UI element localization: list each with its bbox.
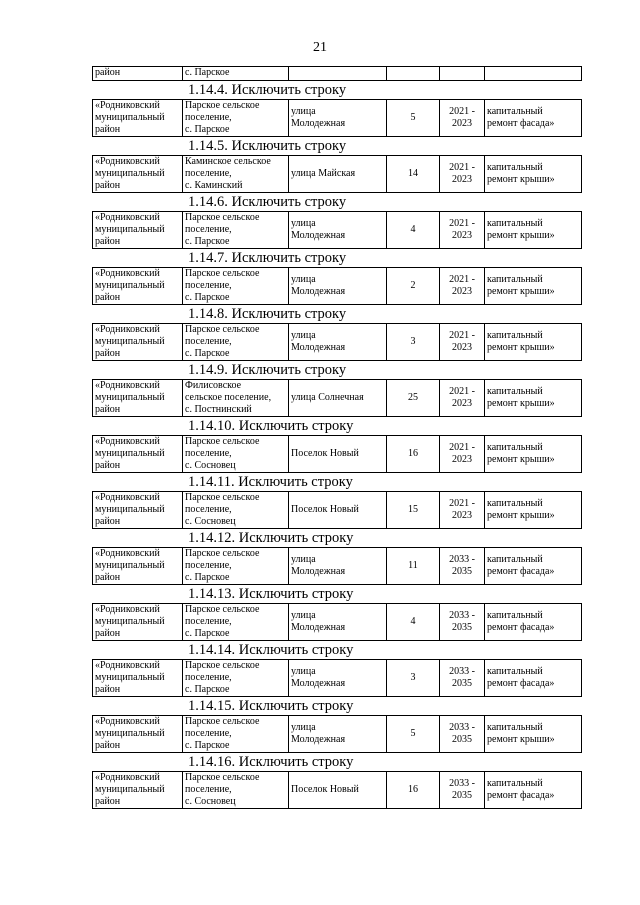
- table-row: [93, 772, 582, 809]
- excluded-row-table: [92, 491, 582, 529]
- house-number-cell: 25: [387, 380, 440, 417]
- years-cell: 2033 - 2035: [440, 660, 485, 697]
- work-type-cell: капитальный ремонт фасада»: [485, 100, 582, 137]
- amendment-heading: 1.14.11. Исключить строку: [188, 474, 353, 490]
- amendment-block: [92, 641, 581, 697]
- excluded-row-table: [92, 603, 582, 641]
- district-cell: «Родниковский муниципальный район: [93, 772, 183, 809]
- work-type-cell: капитальный ремонт крыши»: [485, 716, 582, 753]
- years-cell: 2033 - 2035: [440, 716, 485, 753]
- excluded-row-table: [92, 547, 582, 585]
- excluded-row-table: [92, 211, 582, 249]
- excluded-row-table: [92, 99, 582, 137]
- excluded-row-table: [92, 155, 582, 193]
- settlement-cell: Парское сельское поселение, с. Сосновец: [183, 492, 289, 529]
- house-number-cell: 2: [387, 268, 440, 305]
- table-row: [93, 324, 582, 361]
- house-number-cell: 16: [387, 772, 440, 809]
- amendment-heading: 1.14.6. Исключить строку: [188, 194, 347, 210]
- amendment-heading: 1.14.13. Исключить строку: [188, 586, 354, 602]
- district-cell: «Родниковский муниципальный район: [93, 716, 183, 753]
- street-cell: улица Молодежная: [289, 324, 387, 361]
- district-cell: «Родниковский муниципальный район: [93, 436, 183, 473]
- excluded-row-table: [92, 771, 582, 809]
- excluded-row-table: [92, 659, 582, 697]
- table-row: [93, 548, 582, 585]
- settlement-cell: Парское сельское поселение, с. Парское: [183, 660, 289, 697]
- street-cell: улица Молодежная: [289, 716, 387, 753]
- years-cell: 2033 - 2035: [440, 604, 485, 641]
- years-cell: 2021 - 2023: [440, 268, 485, 305]
- table-row: [93, 604, 582, 641]
- work-type-cell: капитальный ремонт крыши»: [485, 324, 582, 361]
- years-cell: [440, 67, 485, 81]
- work-type-cell: капитальный ремонт крыши»: [485, 156, 582, 193]
- years-cell: 2021 - 2023: [440, 156, 485, 193]
- excluded-row-table: [92, 435, 582, 473]
- table-row: [93, 380, 582, 417]
- district-cell: «Родниковский муниципальный район: [93, 156, 183, 193]
- amendment-heading: 1.14.16. Исключить строку: [188, 754, 354, 770]
- district-cell: район: [93, 67, 183, 81]
- years-cell: 2021 - 2023: [440, 380, 485, 417]
- work-type-cell: капитальный ремонт фасада»: [485, 548, 582, 585]
- amendment-block: [92, 473, 581, 529]
- house-number-cell: 3: [387, 660, 440, 697]
- house-number-cell: 16: [387, 436, 440, 473]
- work-type-cell: капитальный ремонт крыши»: [485, 492, 582, 529]
- street-cell: улица Молодежная: [289, 604, 387, 641]
- amendment-block: [92, 137, 581, 193]
- street-cell: улица Молодежная: [289, 548, 387, 585]
- page-number: 21: [313, 40, 327, 55]
- settlement-cell: Филисовское сельское поселение, с. Постнинский: [183, 380, 289, 417]
- amendment-heading: 1.14.12. Исключить строку: [188, 530, 354, 546]
- house-number-cell: 5: [387, 100, 440, 137]
- street-cell: Поселок Новый: [289, 436, 387, 473]
- house-number-cell: 14: [387, 156, 440, 193]
- work-type-cell: капитальный ремонт крыши»: [485, 436, 582, 473]
- table-row: [93, 660, 582, 697]
- amendment-heading: 1.14.9. Исключить строку: [188, 362, 347, 378]
- amendment-heading: 1.14.10. Исключить строку: [188, 418, 354, 434]
- settlement-cell: Каминское сельское поселение, с. Каминский: [183, 156, 289, 193]
- years-cell: 2021 - 2023: [440, 324, 485, 361]
- work-type-cell: капитальный ремонт фасада»: [485, 604, 582, 641]
- settlement-cell: Парское сельское поселение, с. Парское: [183, 268, 289, 305]
- settlement-cell: Парское сельское поселение, с. Парское: [183, 324, 289, 361]
- amendment-block: [92, 529, 581, 585]
- amendment-heading: 1.14.4. Исключить строку: [188, 82, 347, 98]
- amendment-block: [92, 417, 581, 473]
- settlement-cell: Парское сельское поселение, с. Парское: [183, 212, 289, 249]
- table-row: [93, 492, 582, 529]
- work-type-cell: капитальный ремонт крыши»: [485, 380, 582, 417]
- work-type-cell: капитальный ремонт фасада»: [485, 772, 582, 809]
- continued-table-row: [92, 66, 582, 81]
- street-cell: улица Солнечная: [289, 380, 387, 417]
- work-type-cell: капитальный ремонт крыши»: [485, 212, 582, 249]
- house-number-cell: 11: [387, 548, 440, 585]
- years-cell: 2021 - 2023: [440, 492, 485, 529]
- street-cell: Поселок Новый: [289, 492, 387, 529]
- amendment-block: [92, 81, 581, 137]
- amendment-list: [92, 81, 581, 809]
- settlement-cell: Парское сельское поселение, с. Парское: [183, 100, 289, 137]
- house-number-cell: 4: [387, 212, 440, 249]
- years-cell: 2033 - 2035: [440, 548, 485, 585]
- district-cell: «Родниковский муниципальный район: [93, 100, 183, 137]
- years-cell: 2021 - 2023: [440, 212, 485, 249]
- house-number-cell: 5: [387, 716, 440, 753]
- amendment-block: [92, 193, 581, 249]
- amendment-block: [92, 585, 581, 641]
- work-type-cell: капитальный ремонт фасада»: [485, 660, 582, 697]
- document-body: [92, 66, 581, 809]
- street-cell: [289, 67, 387, 81]
- district-cell: «Родниковский муниципальный район: [93, 268, 183, 305]
- table-row: [93, 268, 582, 305]
- street-cell: улица Молодежная: [289, 660, 387, 697]
- house-number-cell: 3: [387, 324, 440, 361]
- house-number-cell: 15: [387, 492, 440, 529]
- years-cell: 2021 - 2023: [440, 100, 485, 137]
- street-cell: улица Молодежная: [289, 212, 387, 249]
- settlement-cell: Парское сельское поселение, с. Парское: [183, 716, 289, 753]
- excluded-row-table: [92, 323, 582, 361]
- amendment-block: [92, 361, 581, 417]
- excluded-row-table: [92, 379, 582, 417]
- amendment-block: [92, 753, 581, 809]
- district-cell: «Родниковский муниципальный район: [93, 492, 183, 529]
- street-cell: Поселок Новый: [289, 772, 387, 809]
- amendment-block: [92, 305, 581, 361]
- table-row: [93, 100, 582, 137]
- amendment-heading: 1.14.15. Исключить строку: [188, 698, 354, 714]
- settlement-cell: Парское сельское поселение, с. Парское: [183, 604, 289, 641]
- district-cell: «Родниковский муниципальный район: [93, 660, 183, 697]
- amendment-heading: 1.14.5. Исключить строку: [188, 138, 347, 154]
- amendment-block: [92, 697, 581, 753]
- settlement-cell: Парское сельское поселение, с. Сосновец: [183, 436, 289, 473]
- table-row: [93, 436, 582, 473]
- excluded-row-table: [92, 715, 582, 753]
- district-cell: «Родниковский муниципальный район: [93, 324, 183, 361]
- years-cell: 2021 - 2023: [440, 436, 485, 473]
- district-cell: «Родниковский муниципальный район: [93, 604, 183, 641]
- district-cell: «Родниковский муниципальный район: [93, 380, 183, 417]
- street-cell: улица Молодежная: [289, 268, 387, 305]
- street-cell: улица Молодежная: [289, 100, 387, 137]
- district-cell: «Родниковский муниципальный район: [93, 212, 183, 249]
- years-cell: 2033 - 2035: [440, 772, 485, 809]
- settlement-cell: Парское сельское поселение, с. Сосновец: [183, 772, 289, 809]
- table-row: [93, 212, 582, 249]
- house-number-cell: 4: [387, 604, 440, 641]
- table-row: [93, 156, 582, 193]
- house-number-cell: [387, 67, 440, 81]
- amendment-block: [92, 249, 581, 305]
- table-row: [93, 716, 582, 753]
- settlement-cell: с. Парское: [183, 67, 289, 81]
- amendment-heading: 1.14.8. Исключить строку: [188, 306, 347, 322]
- street-cell: улица Майская: [289, 156, 387, 193]
- work-type-cell: [485, 67, 582, 81]
- work-type-cell: капитальный ремонт крыши»: [485, 268, 582, 305]
- excluded-row-table: [92, 267, 582, 305]
- settlement-cell: Парское сельское поселение, с. Парское: [183, 548, 289, 585]
- amendment-heading: 1.14.7. Исключить строку: [188, 250, 347, 266]
- amendment-heading: 1.14.14. Исключить строку: [188, 642, 354, 658]
- district-cell: «Родниковский муниципальный район: [93, 548, 183, 585]
